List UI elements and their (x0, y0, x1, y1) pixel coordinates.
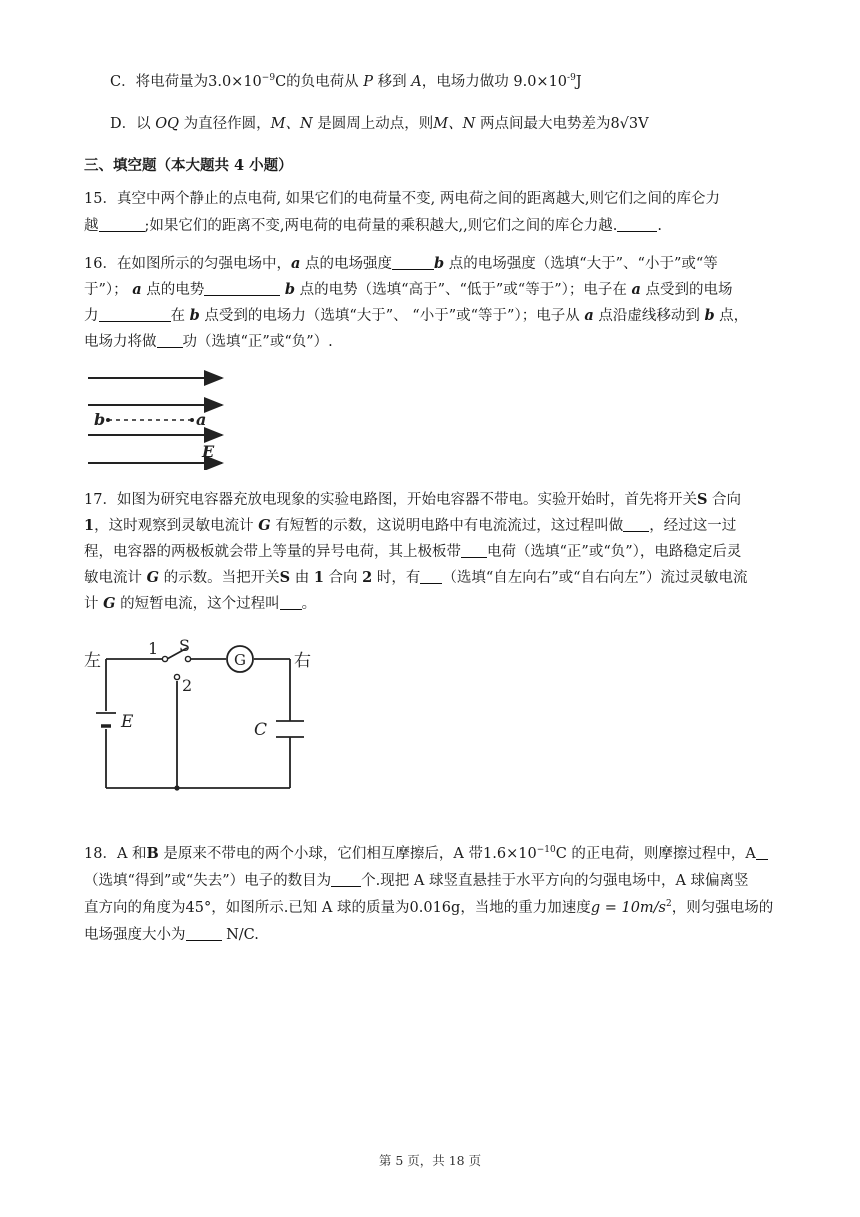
label-left: 左 (84, 651, 101, 671)
q17-line5: 计 G 的短暂电流，这个过程叫 。 (84, 595, 317, 612)
contact-pivot (185, 656, 190, 661)
q17-blank-4[interactable] (280, 595, 302, 610)
label-switch: S (179, 636, 190, 655)
label-b: b (94, 410, 106, 429)
q15-blank-2[interactable] (617, 217, 657, 232)
label-right: 右 (294, 651, 311, 671)
label-e: E (202, 442, 215, 461)
label-battery: E (121, 712, 134, 732)
q18-blank-2[interactable] (331, 872, 361, 887)
q16-line1: 16．在如图所示的匀强电场中，a 点的电场强度 b 点的电场强度（选填“大于”、“小于”或“等 (84, 255, 718, 272)
section-title: 三、填空题（本大题共 4 小题） (84, 157, 293, 174)
point-b (106, 418, 110, 422)
q16-line2: 于”）； a 点的电势 b 点的电势（选填“高于”、“低于”或“等于”）；电子在 a 点受到的电场 (84, 281, 733, 298)
q17-line2: 1，这时观察到灵敏电流计 G 有短暂的示数，这说明电路中有电流流过，这过程叫做 ，经过这一过 (84, 517, 737, 534)
contact-2 (174, 674, 179, 679)
q16-blank-4[interactable] (157, 333, 183, 348)
q18-line1: 18．A 和B 是原来不带电的两个小球，它们相互摩擦后，A 带$1.6\times 10^{-10}C$ 的正电荷，则摩擦过程中，A (84, 844, 768, 864)
q17-blank-2[interactable] (461, 543, 487, 558)
option-c: C．将电荷量为$3.0\times 10^{-9}C$的负电荷从 P 移到 A，电场力做功 $9.0\times 10^{-9}J$ (110, 73, 582, 90)
junction-dot (174, 785, 179, 790)
point-a (190, 418, 194, 422)
q15-blank-1[interactable] (99, 217, 145, 232)
q15-line2: 越 ;如果它们的距离不变,两电荷的电荷量的乘积越大,,则它们之间的库仑力越. . (84, 218, 662, 234)
q16-line3: 力 在 b 点受到的电场力（选填“大于”、 “小于”或“等于”）；电子从 a 点沿虚线移动到 b 点， (84, 307, 749, 324)
page-footer: 第 5 页，共 18 页 (378, 1153, 482, 1168)
q16-blank-1[interactable] (392, 255, 434, 270)
circuit-figure (84, 635, 334, 800)
label-capacitor: C (254, 720, 268, 740)
q18-blank-3[interactable] (186, 926, 222, 941)
q18-blank-1[interactable] (756, 845, 768, 860)
label-pos2: 2 (182, 676, 193, 695)
q16-blank-3[interactable] (99, 307, 171, 322)
label-a: a (196, 410, 207, 429)
uniform-field-figure (84, 368, 234, 470)
q17-blank-3[interactable] (420, 569, 442, 584)
label-pos1: 1 (148, 639, 159, 658)
q16-line4: 电场力将做 功（选填“正”或“负”）. (84, 334, 333, 350)
option-d: D．以 OQ 为直径作圆，M、N 是圆周上动点，则M、N 两点间最大电势差为8√3V (110, 116, 649, 132)
q18-line3: 直方向的角度为45°，如图所示.已知 A 球的质量为0.016g，当地的重力加速度$g = 10m/s^2$，则匀强电场的 (84, 899, 774, 916)
q17-blank-1[interactable] (623, 517, 649, 532)
q15-line1: 15．真空中两个静止的点电荷, 如果它们的电荷量不变, 两电荷之间的距离越大,则它们之间的库仑力 (84, 191, 720, 207)
label-meter: G (234, 651, 246, 669)
q18-line4: 电场强度大小为 N/C. (84, 927, 259, 943)
q16-blank-2[interactable] (204, 281, 280, 296)
contact-1 (162, 656, 167, 661)
q17-line3: 程，电容器的两极板就会带上等量的异号电荷，其上极板带 电荷（选填“正”或“负”），电路稳定后灵 (84, 544, 742, 560)
q17-line1: 17．如图为研究电容器充放电现象的实验电路图，开始电容器不带电。实验开始时，首先将开关S 合向 (84, 491, 742, 508)
q18-line2: （选填“得到”或“失去”）电子的数目为 个.现把 A 球竖直悬挂于水平方向的匀强电场中，A 球偏离竖 (84, 873, 749, 889)
q17-line4: 敏电流计 G 的示数。当把开关S 由 1 合向 2 时，有 （选填“自左向右”或“自右向左”）流过灵敏电流 (84, 569, 748, 586)
